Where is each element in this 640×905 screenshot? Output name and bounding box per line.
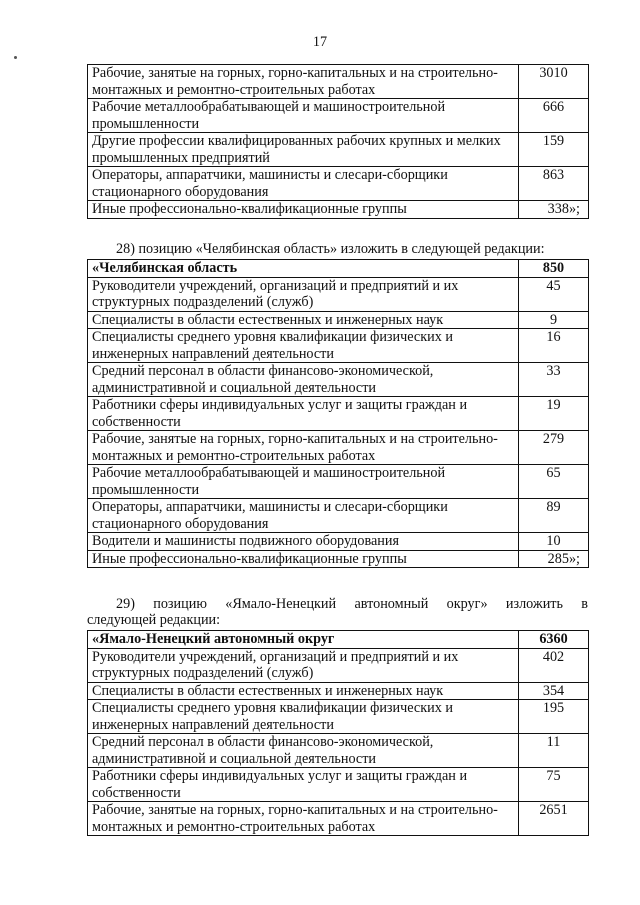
region-total: 6360 (519, 631, 589, 649)
row-value: 195 (519, 700, 589, 734)
row-value: 16 (519, 329, 589, 363)
row-label: Руководители учреждений, организаций и предприятий и их структурных подразделений (служб) (88, 648, 519, 682)
margin-mark (14, 56, 17, 59)
table-row (88, 802, 589, 836)
row-value: 3010 (519, 65, 589, 99)
row-value: 338»; (519, 201, 589, 219)
table-row (88, 499, 589, 533)
section-29-intro-line2: следующей редакции: (87, 612, 221, 628)
row-label: Рабочие, занятые на горных, горно-капитальных и на строительно-монтажных и ремонтно-строительных работах (88, 431, 519, 465)
table-row (88, 465, 589, 499)
table-row (88, 768, 589, 802)
table-row (88, 533, 589, 551)
row-label: Специалисты в области естественных и инженерных наук (88, 311, 519, 329)
region-name: «Челябинская область (88, 260, 519, 278)
table-row (88, 682, 589, 700)
table-header-row (88, 260, 589, 278)
table-row (88, 329, 589, 363)
section-28-intro: 28) позицию «Челябинская область» изложить в следующей редакции: (116, 241, 545, 257)
row-label: Рабочие металлообрабатывающей и машиностроительной промышленности (88, 465, 519, 499)
page-number: 17 (312, 34, 328, 50)
table-row (88, 167, 589, 201)
region-name: «Ямало-Ненецкий автономный округ (88, 631, 519, 649)
row-label: Специалисты среднего уровня квалификации физических и инженерных направлений деятельности (88, 700, 519, 734)
row-label: Средний персонал в области финансово-экономической, административной и социальной деятельности (88, 363, 519, 397)
table-row (88, 550, 589, 568)
region-total: 850 (519, 260, 589, 278)
table-row (88, 648, 589, 682)
table-row (88, 201, 589, 219)
row-value: 666 (519, 99, 589, 133)
row-value: 89 (519, 499, 589, 533)
row-label: Работники сферы индивидуальных услуг и защиты граждан и собственности (88, 397, 519, 431)
row-value: 75 (519, 768, 589, 802)
row-value: 402 (519, 648, 589, 682)
row-value: 285»; (519, 550, 589, 568)
row-label: Операторы, аппаратчики, машинисты и слесари-сборщики стационарного оборудования (88, 167, 519, 201)
continuation-table (87, 64, 589, 219)
row-value: 863 (519, 167, 589, 201)
table-row (88, 734, 589, 768)
table-row (88, 65, 589, 99)
table-row (88, 363, 589, 397)
row-value: 19 (519, 397, 589, 431)
row-value: 45 (519, 277, 589, 311)
section-29-intro-line1: 29) позицию «Ямало-Ненецкий автономный округ» изложить в (116, 596, 588, 612)
table-row (88, 277, 589, 311)
row-label: Руководители учреждений, организаций и предприятий и их структурных подразделений (служб) (88, 277, 519, 311)
chelyabinsk-table (87, 259, 589, 568)
row-value: 11 (519, 734, 589, 768)
row-label: Специалисты в области естественных и инженерных наук (88, 682, 519, 700)
row-label: Иные профессионально-квалификационные группы (88, 201, 519, 219)
row-value: 279 (519, 431, 589, 465)
row-label: Операторы, аппаратчики, машинисты и слесари-сборщики стационарного оборудования (88, 499, 519, 533)
table-row (88, 311, 589, 329)
row-value: 9 (519, 311, 589, 329)
row-label: Средний персонал в области финансово-экономической, административной и социальной деятельности (88, 734, 519, 768)
row-value: 33 (519, 363, 589, 397)
row-label: Рабочие, занятые на горных, горно-капитальных и на строительно-монтажных и ремонтно-строительных работах (88, 802, 519, 836)
row-label: Другие профессии квалифицированных рабочих крупных и мелких промышленных предприятий (88, 133, 519, 167)
row-value: 2651 (519, 802, 589, 836)
row-value: 10 (519, 533, 589, 551)
table-header-row (88, 631, 589, 649)
table-row (88, 700, 589, 734)
row-value: 65 (519, 465, 589, 499)
table-row (88, 99, 589, 133)
row-value: 159 (519, 133, 589, 167)
row-label: Работники сферы индивидуальных услуг и защиты граждан и собственности (88, 768, 519, 802)
table-row (88, 431, 589, 465)
row-label: Специалисты среднего уровня квалификации физических и инженерных направлений деятельности (88, 329, 519, 363)
table-row (88, 133, 589, 167)
yamal-table (87, 630, 589, 836)
row-label: Водители и машинисты подвижного оборудования (88, 533, 519, 551)
row-label: Рабочие металлообрабатывающей и машиностроительной промышленности (88, 99, 519, 133)
row-label: Рабочие, занятые на горных, горно-капитальных и на строительно-монтажных и ремонтно-строительных работах (88, 65, 519, 99)
row-value: 354 (519, 682, 589, 700)
row-label: Иные профессионально-квалификационные группы (88, 550, 519, 568)
table-row (88, 397, 589, 431)
